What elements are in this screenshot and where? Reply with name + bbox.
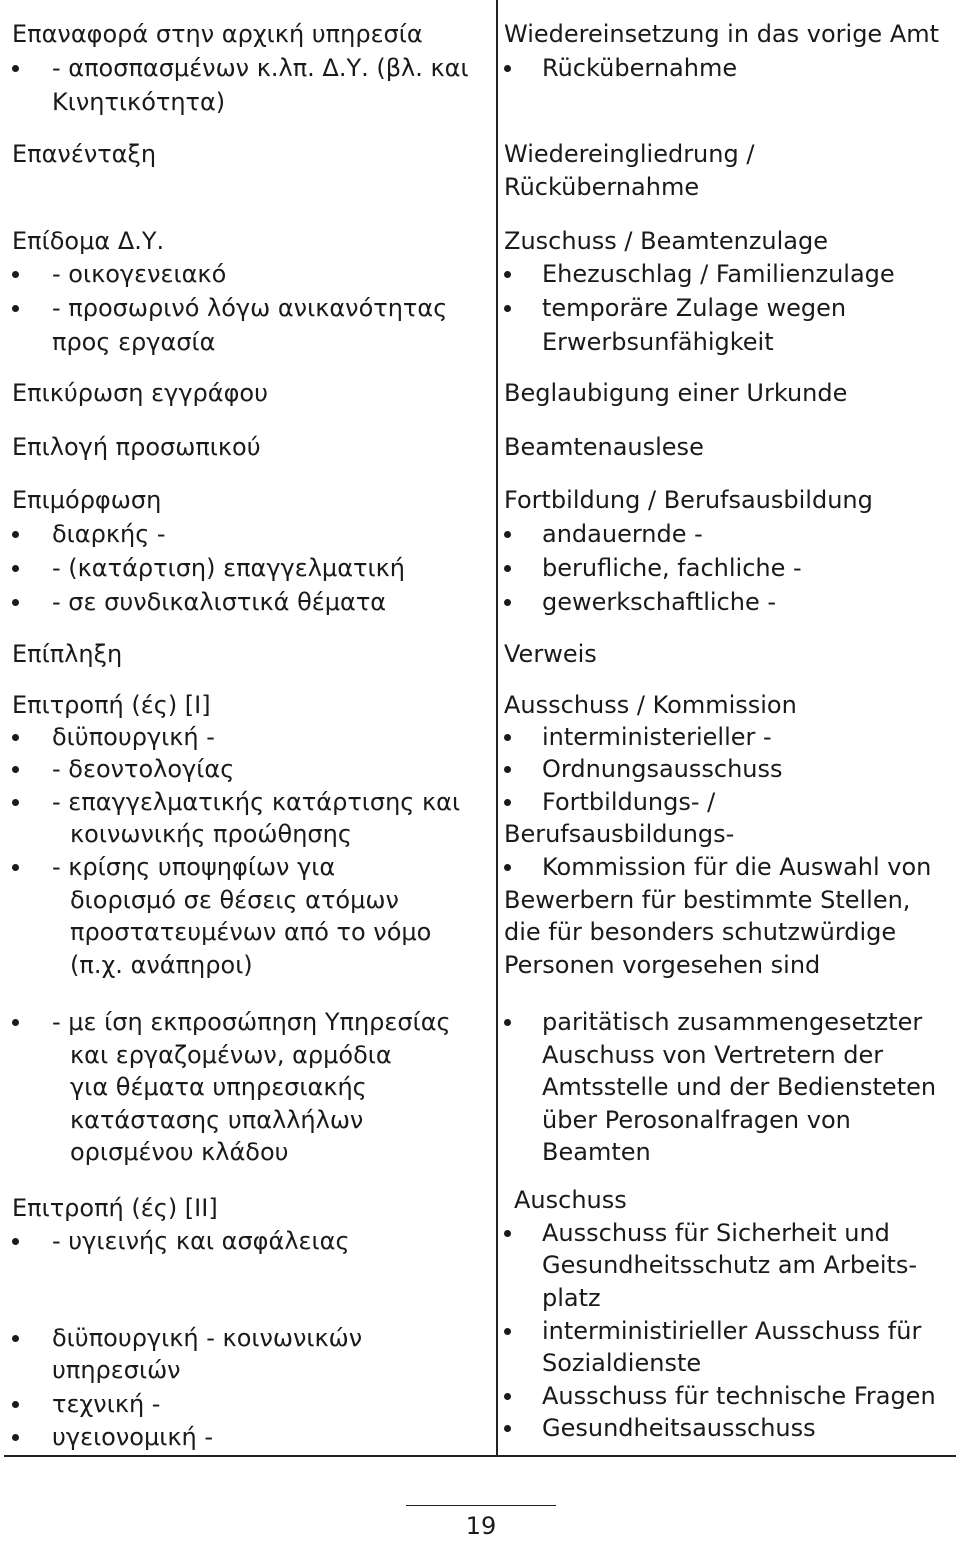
bullet-icon (504, 864, 511, 871)
greek-term-line: διϋπουργική - κοινωνικών (52, 1324, 363, 1352)
bullet-icon (504, 65, 511, 72)
german-term-line: Wiedereinsetzung in das vorige Amt (504, 20, 940, 48)
bullet-icon (12, 65, 19, 72)
greek-term-line: - (κατάρτιση) επαγγελματική (52, 554, 405, 582)
greek-term-line: - κρίσης υποψηφίων για (52, 853, 336, 881)
greek-term-line: για θέματα υπηρεσιακής (70, 1073, 367, 1101)
greek-term-line: - οικογενειακό (52, 260, 227, 288)
german-term-line: paritätisch zusammengesetzter (542, 1008, 923, 1036)
greek-term-line: διαρκής - (52, 520, 166, 548)
bullet-icon (504, 766, 511, 773)
german-term-line: Zuschuss / Beamtenzulage (504, 227, 829, 255)
bullet-icon (12, 565, 19, 572)
greek-term-line: υπηρεσιών (52, 1356, 181, 1384)
greek-term-line: (π.χ. ανάπηροι) (70, 951, 253, 979)
bullet-icon (504, 531, 511, 538)
greek-term-line: Επιτροπή (ές) [ΙΙ] (12, 1194, 218, 1222)
german-term-line: Beamten (542, 1138, 651, 1166)
german-term-line: Sozialdienste (542, 1349, 702, 1377)
greek-term-line: Επίδομα Δ.Υ. (12, 227, 165, 255)
greek-term-line: - δεοντολογίας (52, 755, 235, 783)
bullet-icon (12, 271, 19, 278)
german-term-line: Gesundheitsausschuss (542, 1414, 816, 1442)
german-term-line: Berufsausbildungs- (504, 820, 735, 848)
greek-term-line: Επαναφορά στην αρχική υπηρεσία (12, 20, 423, 48)
bullet-icon (504, 1019, 511, 1026)
bullet-icon (504, 799, 511, 806)
greek-term-line: - προσωρινό λόγω ανικανότητας (52, 294, 448, 322)
greek-term-line: - υγιεινής και ασφάλειας (52, 1227, 350, 1255)
greek-term-line: Επιλογή προσωπικού (12, 433, 261, 461)
greek-term-line: Επανένταξη (12, 140, 157, 168)
bullet-icon (12, 799, 19, 806)
page-number: 19 (465, 1512, 497, 1540)
greek-term-line: - με ίση εκπροσώπηση Υπηρεσίας (52, 1008, 451, 1036)
greek-term-line: - σε συνδικαλιστικά θέματα (52, 588, 387, 616)
bullet-icon (504, 1425, 511, 1432)
german-term-line: Ausschuss für technische Fragen (542, 1382, 936, 1410)
german-term-line: andauernde - (542, 520, 703, 548)
german-term-line: Verweis (504, 640, 597, 668)
german-term-line: Gesundheitsschutz am Arbeits- (542, 1251, 918, 1279)
german-term-line: Ausschuss für Sicherheit und (542, 1219, 890, 1247)
german-term-line: Ordnungsausschuss (542, 755, 783, 783)
bullet-icon (12, 305, 19, 312)
table-bottom-rule (4, 1455, 956, 1457)
greek-term-line: προς εργασία (52, 328, 216, 356)
bullet-icon (12, 864, 19, 871)
german-term-line: platz (542, 1284, 601, 1312)
greek-term-line: Επίπληξη (12, 640, 123, 668)
german-term-line: Wiedereingliedrung / (504, 140, 755, 168)
greek-term-line: Επικύρωση εγγράφου (12, 379, 268, 407)
bullet-icon (12, 1335, 19, 1342)
german-term-line: Beamtenauslese (504, 433, 704, 461)
german-term-line: Ehezuschlag / Familienzulage (542, 260, 895, 288)
bullet-icon (504, 599, 511, 606)
bullet-icon (504, 565, 511, 572)
column-divider (496, 0, 498, 1456)
german-term-line: interministerieller - (542, 723, 772, 751)
greek-term-line: και εργαζομένων, αρμόδια (70, 1041, 392, 1069)
german-term-line: Beglaubigung einer Urkunde (504, 379, 848, 407)
greek-term-line: προστατευμένων από το νόμο (70, 918, 432, 946)
bullet-icon (12, 531, 19, 538)
german-term-line: Auschuss (514, 1186, 627, 1214)
greek-term-line: κοινωνικής προώθησης (70, 820, 352, 848)
bullet-icon (504, 734, 511, 741)
greek-term-line: - επαγγελματικής κατάρτισης και (52, 788, 461, 816)
greek-term-line: κατάστασης υπαλλήλων (70, 1106, 364, 1134)
german-term-line: Rückübernahme (504, 173, 700, 201)
footer-rule (406, 1505, 556, 1506)
bullet-icon (12, 1401, 19, 1408)
bullet-icon (504, 1328, 511, 1335)
german-term-line: gewerkschaftliche - (542, 588, 777, 616)
german-term-line: Bewerbern für bestimmte Stellen, (504, 886, 911, 914)
bullet-icon (504, 1230, 511, 1237)
bullet-icon (12, 1019, 19, 1026)
german-term-line: Erwerbsunfähigkeit (542, 328, 774, 356)
greek-term-line: Κινητικότητα) (52, 88, 226, 116)
greek-term-line: διορισμό σε θέσεις ατόμων (70, 886, 399, 914)
german-term-line: berufliche, fachliche - (542, 554, 802, 582)
german-term-line: Fortbildung / Berufsausbildung (504, 486, 873, 514)
greek-term-line: υγειονομική - (52, 1423, 213, 1451)
greek-term-line: τεχνική - (52, 1390, 161, 1418)
german-term-line: Kommission für die Auswahl von (542, 853, 932, 881)
german-term-line: Rückübernahme (542, 54, 738, 82)
german-term-line: Ausschuss / Kommission (504, 691, 797, 719)
german-term-line: über Perosonalfragen von (542, 1106, 851, 1134)
german-term-line: Personen vorgesehen sind (504, 951, 821, 979)
greek-term-line: Επιμόρφωση (12, 486, 162, 514)
german-term-line: Auschuss von Vertretern der (542, 1041, 884, 1069)
bullet-icon (504, 305, 511, 312)
bullet-icon (504, 271, 511, 278)
bullet-icon (504, 1393, 511, 1400)
bullet-icon (12, 1434, 19, 1441)
greek-term-line: ορισμένου κλάδου (70, 1138, 289, 1166)
bullet-icon (12, 734, 19, 741)
greek-term-line: διϋπουργική - (52, 723, 215, 751)
german-term-line: Fortbildungs- / (542, 788, 716, 816)
german-term-line: interministirieller Ausschuss für (542, 1317, 922, 1345)
bullet-icon (12, 1238, 19, 1245)
greek-term-line: Επιτροπή (ές) [Ι] (12, 691, 211, 719)
german-term-line: temporäre Zulage wegen (542, 294, 847, 322)
greek-term-line: - αποσπασμένων κ.λπ. Δ.Υ. (βλ. και (52, 54, 469, 82)
german-term-line: die für besonders schutzwürdige (504, 918, 897, 946)
bullet-icon (12, 766, 19, 773)
bullet-icon (12, 599, 19, 606)
german-term-line: Amtsstelle und der Bediensteten (542, 1073, 937, 1101)
